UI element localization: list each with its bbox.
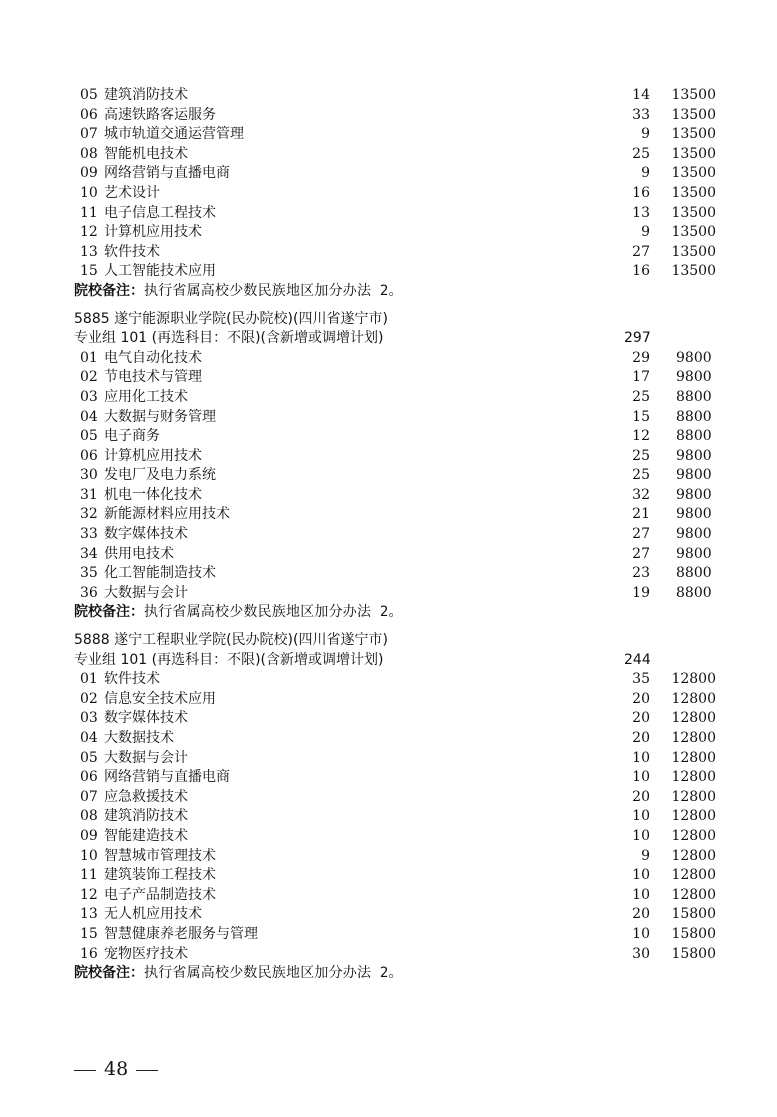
plan-count: 14 — [632, 87, 650, 103]
plan-count: 30 — [632, 945, 650, 962]
major-group-heading — [74, 329, 734, 349]
section-b — [74, 310, 734, 624]
table-row — [74, 184, 734, 204]
group-title: 专业组 101 (再选科目：不限)(含新增或调增计划) — [74, 330, 384, 347]
plan-count: 20 — [632, 690, 650, 707]
plan-count: 9 — [641, 165, 650, 182]
table-row — [74, 545, 734, 565]
table-row — [74, 827, 734, 847]
plan-count: 10 — [632, 867, 650, 884]
tuition-fee: 12800 — [671, 671, 716, 688]
page-number: 48 — [104, 1058, 129, 1080]
major-name: 宠物医疗技术 — [104, 945, 188, 962]
table-row — [74, 925, 734, 945]
tuition-fee: 9800 — [676, 467, 712, 484]
table-row — [74, 86, 734, 106]
table-row — [74, 262, 734, 282]
major-cell — [80, 925, 258, 945]
tuition-fee: 13500 — [671, 263, 716, 280]
major-cell — [80, 447, 202, 467]
plan-count: 9 — [641, 847, 650, 864]
plan-count: 13 — [632, 204, 650, 221]
plan-count: 25 — [632, 388, 650, 405]
tuition-fee: 12800 — [671, 827, 716, 844]
tuition-fee: 13500 — [671, 106, 716, 123]
major-name: 网络营销与直播电商 — [104, 769, 230, 786]
plan-count: 27 — [632, 243, 650, 260]
major-cell — [80, 164, 230, 184]
major-cell — [80, 866, 216, 886]
major-code: 13 — [80, 906, 98, 923]
major-cell — [80, 262, 216, 282]
major-cell — [80, 670, 160, 690]
group-plan-count: 297 — [624, 330, 651, 347]
major-name: 网络营销与直播电商 — [104, 165, 230, 182]
major-cell — [80, 768, 230, 788]
tuition-fee: 15800 — [671, 906, 716, 923]
major-code: 11 — [80, 867, 98, 884]
tuition-fee: 12800 — [671, 769, 716, 786]
major-name: 城市轨道交通运营管理 — [104, 126, 244, 143]
table-row — [74, 670, 734, 690]
major-name: 机电一体化技术 — [104, 486, 202, 503]
tuition-fee: 12800 — [671, 788, 716, 805]
major-cell — [80, 243, 160, 263]
table-row — [74, 945, 734, 965]
plan-count: 16 — [632, 184, 650, 201]
table-row — [74, 447, 734, 467]
note-text: 执行省属高校少数民族地区加分办法 2。 — [144, 965, 403, 982]
major-cell — [80, 86, 188, 106]
major-name: 智慧健康养老服务与管理 — [104, 925, 258, 942]
plan-count: 10 — [632, 769, 650, 786]
table-row — [74, 427, 734, 447]
major-code: 05 — [80, 749, 98, 766]
plan-count: 25 — [632, 467, 650, 484]
school-note-b — [74, 603, 734, 623]
table-row — [74, 388, 734, 408]
major-name: 电子商务 — [104, 428, 160, 445]
major-name: 电子信息工程技术 — [104, 204, 216, 221]
major-name: 化工智能制造技术 — [104, 565, 216, 582]
tuition-fee: 8800 — [676, 584, 712, 601]
plan-count: 29 — [632, 349, 650, 366]
table-row — [74, 505, 734, 525]
major-name: 智能建造技术 — [104, 827, 188, 844]
major-name: 人工智能技术应用 — [104, 263, 216, 280]
major-code: 07 — [80, 126, 98, 143]
table-row — [74, 466, 734, 486]
major-name: 大数据与会计 — [104, 584, 188, 601]
table-row — [74, 368, 734, 388]
major-list-a — [74, 86, 734, 282]
plan-count: 10 — [632, 808, 650, 825]
major-code: 33 — [80, 526, 98, 543]
major-name: 供用电技术 — [104, 545, 174, 562]
tuition-fee: 15800 — [671, 925, 716, 942]
major-cell — [80, 388, 188, 408]
major-code: 04 — [80, 408, 98, 425]
major-cell — [80, 466, 216, 486]
major-name: 应用化工技术 — [104, 388, 188, 405]
major-name: 建筑装饰工程技术 — [104, 867, 216, 884]
table-row — [74, 807, 734, 827]
major-name: 大数据与会计 — [104, 749, 188, 766]
tuition-fee: 12800 — [671, 730, 716, 746]
school-note-a — [74, 282, 734, 302]
tuition-fee: 13500 — [671, 243, 716, 260]
major-code: 05 — [80, 87, 98, 103]
major-name: 高速铁路客运服务 — [104, 106, 216, 123]
plan-count: 9 — [641, 224, 650, 241]
table-row — [74, 564, 734, 584]
major-name: 应急救援技术 — [104, 788, 188, 805]
major-code: 09 — [80, 827, 98, 844]
plan-count: 20 — [632, 788, 650, 805]
plan-count: 10 — [632, 886, 650, 903]
major-cell — [80, 486, 202, 506]
major-name: 大数据与财务管理 — [104, 408, 216, 425]
plan-count: 21 — [632, 506, 650, 523]
plan-count: 20 — [632, 710, 650, 727]
major-cell — [80, 125, 244, 145]
plan-count: 23 — [632, 565, 650, 582]
tuition-fee: 9800 — [676, 447, 712, 464]
note-label: 院校备注： — [74, 282, 144, 299]
tuition-fee: 9800 — [676, 545, 712, 562]
major-code: 03 — [80, 710, 98, 727]
major-code: 01 — [80, 349, 98, 366]
major-code: 12 — [80, 886, 98, 903]
plan-count: 10 — [632, 827, 650, 844]
group-plan-count: 244 — [624, 651, 651, 668]
note-label: 院校备注： — [74, 965, 144, 982]
plan-count: 20 — [632, 730, 650, 746]
table-row — [74, 349, 734, 369]
table-row — [74, 486, 734, 506]
table-row — [74, 408, 734, 428]
enrollment-plan-listing — [74, 86, 734, 984]
tuition-fee: 8800 — [676, 428, 712, 445]
tuition-fee: 12800 — [671, 749, 716, 766]
major-code: 05 — [80, 428, 98, 445]
major-cell — [80, 905, 202, 925]
plan-count: 12 — [632, 428, 650, 445]
major-cell — [80, 690, 216, 710]
major-code: 06 — [80, 106, 98, 123]
footer-dash-left — [74, 1070, 96, 1071]
major-cell — [80, 349, 202, 369]
major-cell — [80, 729, 174, 749]
table-row — [74, 866, 734, 886]
plan-count: 16 — [632, 263, 650, 280]
major-cell — [80, 545, 174, 565]
major-cell — [80, 408, 216, 428]
major-cell — [80, 223, 202, 243]
major-code: 34 — [80, 545, 98, 562]
plan-count: 35 — [632, 671, 650, 688]
major-name: 数字媒体技术 — [104, 526, 188, 543]
tuition-fee: 13500 — [671, 224, 716, 241]
table-row — [74, 690, 734, 710]
tuition-fee: 12800 — [671, 710, 716, 727]
major-name: 发电厂及电力系统 — [104, 467, 216, 484]
major-cell — [80, 184, 160, 204]
major-name: 艺术设计 — [104, 184, 160, 201]
major-cell — [80, 368, 202, 388]
tuition-fee: 9800 — [676, 486, 712, 503]
tuition-fee: 9800 — [676, 369, 712, 386]
major-cell — [80, 564, 216, 584]
major-name: 节电技术与管理 — [104, 369, 202, 386]
footer-dash-right — [136, 1070, 158, 1071]
plan-count: 9 — [641, 126, 650, 143]
tuition-fee: 9800 — [676, 526, 712, 543]
tuition-fee: 12800 — [671, 867, 716, 884]
table-row — [74, 905, 734, 925]
table-row — [74, 729, 734, 749]
tuition-fee: 15800 — [671, 945, 716, 962]
major-cell — [80, 427, 160, 447]
major-name: 计算机应用技术 — [104, 447, 202, 464]
plan-count: 10 — [632, 925, 650, 942]
plan-count: 33 — [632, 106, 650, 123]
major-cell — [80, 847, 216, 867]
major-cell — [80, 749, 188, 769]
section-a — [74, 86, 734, 302]
page-footer — [74, 1058, 158, 1080]
major-list-c — [74, 670, 734, 964]
plan-count: 25 — [632, 447, 650, 464]
table-row — [74, 709, 734, 729]
tuition-fee: 12800 — [671, 808, 716, 825]
major-code: 08 — [80, 145, 98, 162]
major-cell — [80, 145, 188, 165]
major-code: 13 — [80, 243, 98, 260]
major-name: 数字媒体技术 — [104, 710, 188, 727]
tuition-fee: 13500 — [671, 87, 716, 103]
major-name: 软件技术 — [104, 671, 160, 688]
plan-count: 27 — [632, 545, 650, 562]
section-c — [74, 631, 734, 984]
table-row — [74, 145, 734, 165]
major-cell — [80, 788, 188, 808]
major-name: 智慧城市管理技术 — [104, 847, 216, 864]
major-code: 08 — [80, 808, 98, 825]
major-cell — [80, 945, 188, 965]
major-name: 电气自动化技术 — [104, 349, 202, 366]
major-code: 06 — [80, 769, 98, 786]
major-cell — [80, 204, 216, 224]
major-code: 02 — [80, 690, 98, 707]
major-name: 新能源材料应用技术 — [104, 506, 230, 523]
major-code: 15 — [80, 925, 98, 942]
tuition-fee: 8800 — [676, 565, 712, 582]
tuition-fee: 13500 — [671, 165, 716, 182]
note-text: 执行省属高校少数民族地区加分办法 2。 — [144, 604, 403, 621]
major-list-b — [74, 349, 734, 604]
major-code: 09 — [80, 165, 98, 182]
major-name: 建筑消防技术 — [104, 87, 188, 103]
tuition-fee: 9800 — [676, 506, 712, 523]
note-text: 执行省属高校少数民族地区加分办法 2。 — [144, 282, 403, 299]
major-cell — [80, 886, 216, 906]
major-cell — [80, 106, 216, 126]
major-code: 36 — [80, 584, 98, 601]
tuition-fee: 13500 — [671, 126, 716, 143]
tuition-fee: 13500 — [671, 145, 716, 162]
table-row — [74, 788, 734, 808]
major-code: 11 — [80, 204, 98, 221]
tuition-fee: 8800 — [676, 388, 712, 405]
table-row — [74, 106, 734, 126]
plan-count: 17 — [632, 369, 650, 386]
major-code: 07 — [80, 788, 98, 805]
major-code: 16 — [80, 945, 98, 962]
major-name: 电子产品制造技术 — [104, 886, 216, 903]
group-title: 专业组 101 (再选科目：不限)(含新增或调增计划) — [74, 651, 384, 668]
plan-count: 19 — [632, 584, 650, 601]
tuition-fee: 13500 — [671, 204, 716, 221]
table-row — [74, 204, 734, 224]
major-code: 04 — [80, 730, 98, 746]
major-name: 计算机应用技术 — [104, 224, 202, 241]
table-row — [74, 847, 734, 867]
table-row — [74, 584, 734, 604]
note-label: 院校备注： — [74, 604, 144, 621]
plan-count: 20 — [632, 906, 650, 923]
tuition-fee: 8800 — [676, 408, 712, 425]
plan-count: 27 — [632, 526, 650, 543]
major-code: 10 — [80, 847, 98, 864]
major-group-heading — [74, 651, 734, 671]
major-code: 31 — [80, 486, 98, 503]
major-code: 02 — [80, 369, 98, 386]
major-name: 大数据技术 — [104, 730, 174, 746]
major-name: 建筑消防技术 — [104, 808, 188, 825]
major-code: 06 — [80, 447, 98, 464]
table-row — [74, 749, 734, 769]
major-code: 10 — [80, 184, 98, 201]
tuition-fee: 12800 — [671, 847, 716, 864]
table-row — [74, 886, 734, 906]
table-row — [74, 768, 734, 788]
major-code: 32 — [80, 506, 98, 523]
tuition-fee: 12800 — [671, 690, 716, 707]
school-heading: 5885 遂宁能源职业学院(民办院校)(四川省遂宁市) — [74, 310, 388, 327]
major-code: 15 — [80, 263, 98, 280]
table-row — [74, 525, 734, 545]
table-row — [74, 164, 734, 184]
major-cell — [80, 584, 188, 604]
major-code: 01 — [80, 671, 98, 688]
major-code: 30 — [80, 467, 98, 484]
plan-count: 15 — [632, 408, 650, 425]
major-cell — [80, 827, 188, 847]
table-row — [74, 223, 734, 243]
school-heading: 5888 遂宁工程职业学院(民办院校)(四川省遂宁市) — [74, 632, 388, 649]
major-name: 智能机电技术 — [104, 145, 188, 162]
plan-count: 32 — [632, 486, 650, 503]
school-note-c — [74, 964, 734, 984]
plan-count: 10 — [632, 749, 650, 766]
major-name: 软件技术 — [104, 243, 160, 260]
major-cell — [80, 505, 230, 525]
tuition-fee: 12800 — [671, 886, 716, 903]
major-cell — [80, 709, 188, 729]
major-name: 无人机应用技术 — [104, 906, 202, 923]
major-code: 35 — [80, 565, 98, 582]
major-code: 12 — [80, 224, 98, 241]
major-cell — [80, 525, 188, 545]
major-code: 03 — [80, 388, 98, 405]
plan-count: 25 — [632, 145, 650, 162]
major-cell — [80, 807, 188, 827]
tuition-fee: 13500 — [671, 184, 716, 201]
table-row — [74, 243, 734, 263]
major-name: 信息安全技术应用 — [104, 690, 216, 707]
table-row — [74, 125, 734, 145]
tuition-fee: 9800 — [676, 349, 712, 366]
